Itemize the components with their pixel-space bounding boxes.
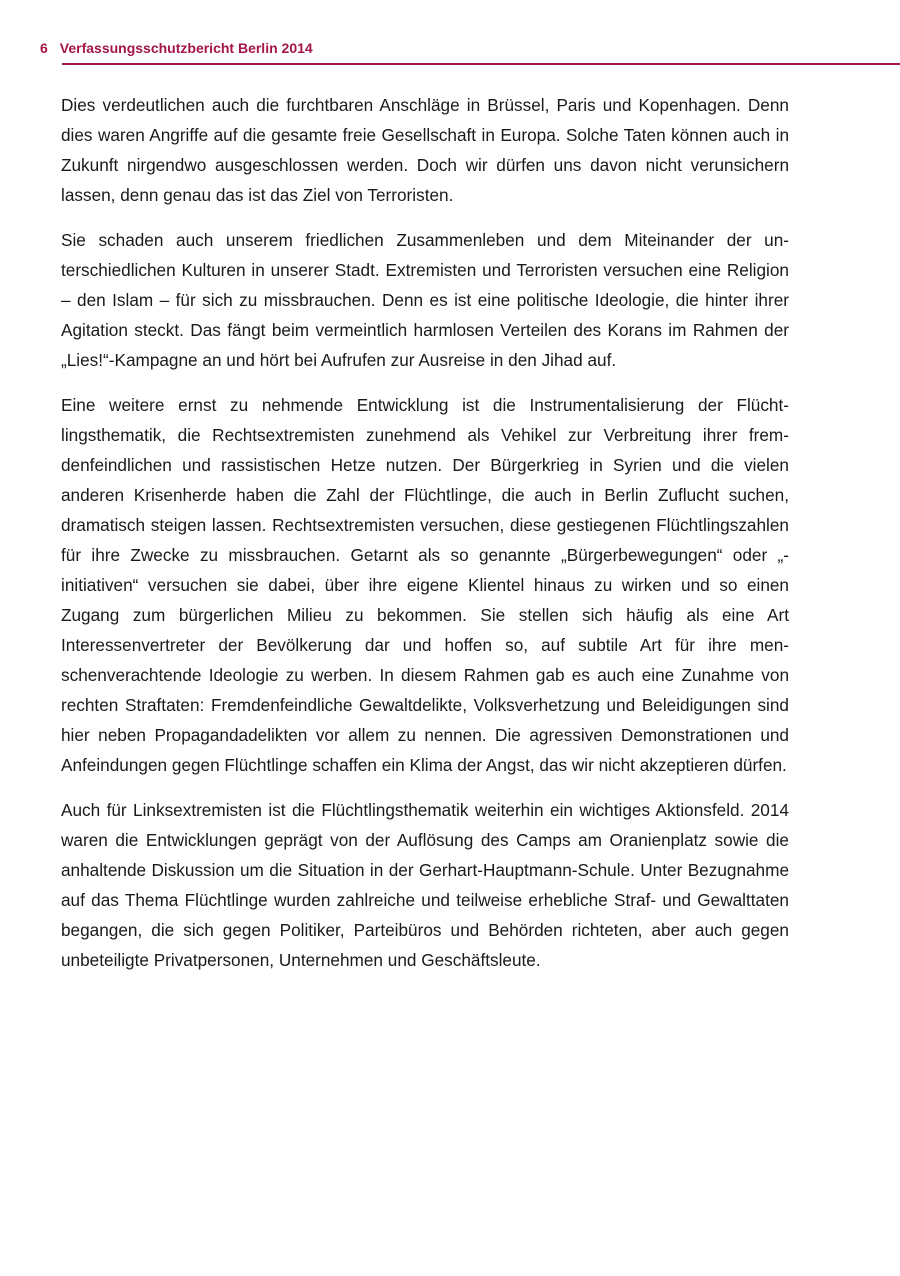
body-text — [61, 90, 789, 990]
page-number: 6 — [40, 40, 48, 56]
paragraph-2: Sie schaden auch unserem friedlichen Zusammenleben und dem Miteinander der unterschiedlichen Kulturen in unserer Stadt. Extremisten und Terroristen versuchen eine Religion – den Islam – für sich zu missbrauchen. Denn es ist eine politische Ideologie, die hinter ihrer Agitation steckt. Das fängt beim vermeintlich harmlosen Verteilen des Korans im Rahmen der „Lies!“-Kampagne an und hört bei Aufrufen zur Ausreise in den Jihad auf. — [61, 230, 789, 370]
paragraph-4: Auch für Linksextremisten ist die Flüchtlingsthematik weiterhin ein wichtiges Aktionsfeld. 2014 waren die Entwicklungen geprägt von der Auflösung des Camps am Oranienplatz sowie die anhaltende Diskussion um die Situation in der Gerhart-Hauptmann-Schule. Unter Bezugnahme auf das Thema Flüchtlinge wurden zahlreiche und teilweise erhebliche Straf- und Gewalttaten begangen, die sich gegen Politiker, Parteibüros und Behörden richteten, aber auch gegen unbeteiligte Privatpersonen, Unternehmen und Geschäftsleute. — [61, 800, 789, 970]
page-header — [40, 38, 900, 66]
paragraph-1: Dies verdeutlichen auch die furchtbaren Anschläge in Brüssel, Paris und Kopenhagen. Denn dies waren Angriffe auf die gesamte freie Gesellschaft in Europa. Solche Taten können auch in Zukunft nirgendwo ausgeschlossen werden. Doch wir dürfen uns davon nicht verunsichern lassen, denn genau das ist das Ziel von Terroristen. — [61, 95, 789, 205]
header-rule — [62, 63, 900, 65]
running-header — [40, 38, 313, 58]
running-title: Verfassungsschutzbericht Berlin 2014 — [59, 40, 313, 56]
paragraph-3: Eine weitere ernst zu nehmende Entwicklung ist die Instrumentalisierung der Flüchtlingsthematik, die Rechtsextremisten zunehmend als Vehikel zur Verbreitung ihrer fremdenfeindlichen und rassistischen Hetze nutzen. Der Bürgerkrieg in Syrien und die vielen anderen Krisenherde haben die Zahl der Flüchtlinge, die auch in Berlin Zuflucht suchen, dramatisch steigen lassen. Rechtsextremisten versuchen, diese gestiegenen Flüchtlingszahlen für ihre Zwecke zu missbrauchen. Getarnt als so genannte „Bürgerbewegungen“ oder „-initiativen“ versuchen sie dabei, über ihre eigene Klientel hinaus zu wirken und so einen Zugang zum bürgerlichen Milieu zu bekommen. Sie stellen sich häufig als eine Art Interessenvertreter der Bevölkerung dar und hoffen so, auf subtile Art für ihre menschenverachtende Ideologie zu werben. In diesem Rahmen gab es auch eine Zunahme von rechten Straftaten: Fremdenfeindliche Gewaltdelikte, Volksverhetzung und Beleidigungen sind hier neben Propagandadelikten vor allem zu nennen. Die agressiven Demonstrationen und Anfeindungen gegen Flüchtlinge schaffen ein Klima der Angst, das wir nicht akzeptieren dürfen. — [61, 395, 789, 775]
